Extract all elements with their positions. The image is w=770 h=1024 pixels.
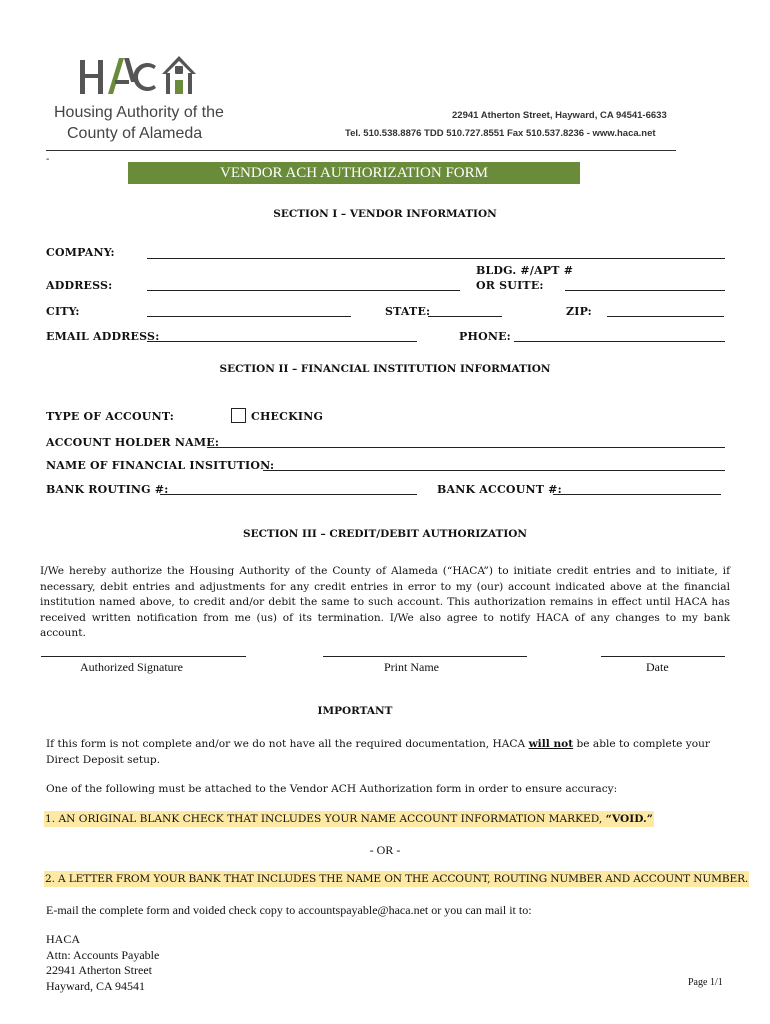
option2-text: 2. A LETTER FROM YOUR BANK THAT INCLUDES THE NAME ON THE ACCOUNT, ROUTING NUMBER AND ACCOUNT NUMBER. [45,873,749,885]
address-label: ADDRESS: [46,279,113,292]
signature-label: Authorized Signature [80,660,183,674]
suite-field[interactable] [565,290,725,291]
option1-text: 1. AN ORIGINAL BLANK CHECK THAT INCLUDES YOUR NAME ACCOUNT INFORMATION MARKED, [45,813,606,825]
important-heading: IMPORTANT [317,705,393,717]
header-dash: - [46,154,50,165]
phone-label: PHONE: [459,330,511,343]
address-line-1: HACA [46,932,81,946]
email-instruction: E-mail the complete form and voided check copy to accountspayable@haca.net or you can mail it to: [46,903,532,917]
authorization-text: I/We hereby authorize the Housing Authority of the County of Alameda (“HACA”) to initiate credit entries and to initiate, if necessary, debit entries and adjustments for any credit entries in error to my (our) account indicated above at the financial institution named above, to credit and/or debit the same to such account. This authorization remains in effect until HACA has received written notification from me (us) of its termination. I/We also agree to notify HACA of any changes to my bank account. [40,565,730,639]
bldg-label-line1: BLDG. #/APT # [476,264,574,277]
bank-account-label: BANK ACCOUNT #: [437,483,562,496]
institution-field[interactable] [263,470,725,471]
important-text-c: be able to complete your Direct Deposit setup. [46,738,710,766]
important-text-a: If this form is not complete and/or we do not have all the required documentation, HACA [46,738,529,750]
phone-field[interactable] [514,341,725,342]
email-field[interactable] [147,341,417,342]
routing-label: BANK ROUTING #: [46,483,169,496]
routing-field[interactable] [160,494,417,495]
haca-logo [78,52,198,98]
account-holder-field[interactable] [207,447,725,448]
void-emphasis: “VOID.” [605,813,653,825]
institution-label: NAME OF FINANCIAL INSITUTION: [46,459,275,472]
section3-heading: SECTION III – CREDIT/DEBIT AUTHORIZATION [242,528,527,540]
page-number: Page 1/1 [688,977,723,988]
city-field[interactable] [147,316,351,317]
or-separator: - OR - [369,843,401,857]
account-type-label: TYPE OF ACCOUNT: [46,410,175,423]
attachment-note: One of the following must be attached to the Vendor ACH Authorization form in order to ensure accuracy: [46,783,618,795]
will-not-emphasis: will not [528,738,574,750]
org-name-line2: County of Alameda [67,125,203,142]
important-paragraph [46,737,730,768]
org-address: 22941 Atherton Street, Hayward, CA 94541-6633 [452,110,667,121]
zip-field[interactable] [607,316,724,317]
house-logo-icon [78,52,198,98]
print-name-line[interactable] [323,656,527,657]
checking-checkbox[interactable] [231,408,246,423]
state-field[interactable] [428,316,502,317]
city-label: CITY: [46,305,80,318]
bank-account-field[interactable] [553,494,721,495]
company-label: COMPANY: [46,246,115,259]
address-line-4: Hayward, CA 94541 [46,978,145,993]
section2-heading: SECTION II – FINANCIAL INSTITUTION INFORMATION [219,363,551,375]
address-line-3: 22941 Atherton Street [46,963,152,977]
print-name-label: Print Name [384,660,439,674]
form-title: VENDOR ACH AUTHORIZATION FORM [128,162,580,184]
zip-label: ZIP: [566,305,592,318]
bldg-label-line2: OR SUITE: [476,279,544,292]
checking-label: CHECKING [251,410,324,423]
mail-address [46,932,159,994]
address-line-2: Attn: Accounts Payable [46,947,160,962]
email-label: EMAIL ADDRESS: [46,330,160,343]
signature-line[interactable] [41,656,246,657]
org-contacts: Tel. 510.538.8876 TDD 510.727.8551 Fax 510.537.8236 - www.haca.net [345,128,656,139]
option1-highlight [44,811,654,827]
org-name-line1: Housing Authority of the [54,104,224,121]
state-label: STATE: [385,305,431,318]
header-divider [46,150,676,151]
section1-heading: SECTION I – VENDOR INFORMATION [273,208,497,220]
account-holder-label: ACCOUNT HOLDER NAME: [46,436,220,449]
address-field[interactable] [147,290,460,291]
date-line[interactable] [601,656,725,657]
date-label: Date [646,660,669,674]
company-field[interactable] [147,258,725,259]
